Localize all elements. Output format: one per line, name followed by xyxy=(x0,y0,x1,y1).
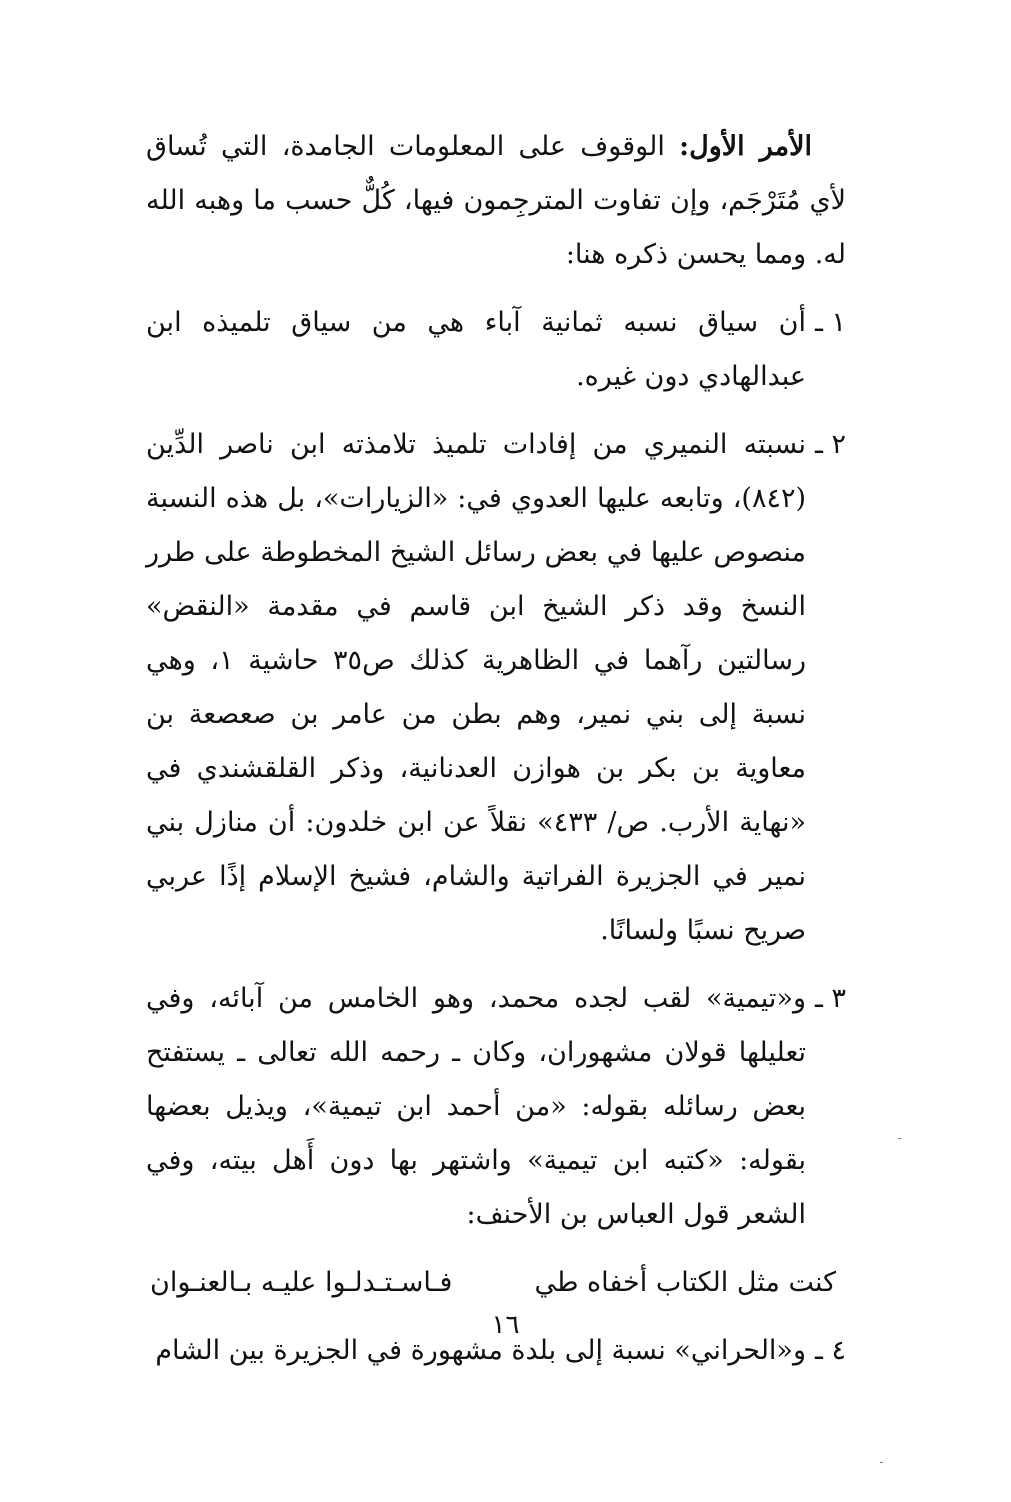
item-number: ٣ ـ xyxy=(814,983,846,1014)
item-text: أن سياق نسبه ثمانية آباء هي من سياق تلميذه ابن عبدالهادي دون غيره. xyxy=(146,307,806,392)
intro-label: الأمر الأول: xyxy=(679,131,812,162)
list-item-2 xyxy=(146,418,846,958)
scan-speck xyxy=(898,1138,901,1139)
page-number: ١٦ xyxy=(491,1310,520,1340)
item-text: و«تيمية» لقب لجده محمد، وهو الخامس من آبائه، وفي تعليلها قولان مشهوران، وكان ـ رحمه الله تعالى ـ يستفتح بعض رسائله بقوله: «من أحمد ابن تيمية»، ويذيل بعضها بقوله: «كتبه ابن تيمية» واشتهر بها دون أَهل بيته، وفي الشعر قول العباس بن الأحنف: xyxy=(146,983,806,1230)
item-text: نسبته النميري من إفادات تلميذ تلامذته ابن ناصر الدِّين (٨٤٢)، وتابعه عليها العدوي في: «الزيارات»، بل هذه النسبة منصوص عليها في بعض رسائل الشيخ المخطوطة على طرر النسخ وقد ذكر الشيخ ابن قاسم في مقدمة «النقض» رسالتين رآهما في الظاهرية كذلك ص٣٥ حاشية ١، وهي نسبة إلى بني نمير، وهم بطن من عامر بن صعصعة بن معاوية بن بكر بن هوازن العدنانية، وذكر القلقشندي في «نهاية الأرب. ص/ ٤٣٣» نقلاً عن ابن خلدون: أن منازل بني نمير في الجزيرة الفراتية والشام، فشيخ الإسلام إذًا عربي صريح نسبًا ولسانًا. xyxy=(146,429,807,946)
list-item-1 xyxy=(146,296,846,404)
scan-speck xyxy=(880,1462,883,1463)
item-number: ٤ ـ xyxy=(814,1335,846,1366)
verse-first-hemistich: كنت مثل الكتاب أخفاه طي xyxy=(534,1267,836,1298)
poetry-verse xyxy=(146,1256,846,1310)
list-item-3 xyxy=(146,972,846,1242)
page-body xyxy=(146,120,846,1392)
verse-second-hemistich: فـاسـتـدلـوا عليـه بـالعنـوان xyxy=(150,1267,453,1298)
item-number: ١ ـ xyxy=(814,307,846,338)
intro-text: الوقوف على المعلومات الجامدة، التي تُساق لأي مُتَرْجَم، وإن تفاوت المترجِمون فيها، كُلٌّ حسب ما وهبه الله له. ومما يحسن ذكره هنا: xyxy=(146,131,846,270)
item-number: ٢ ـ xyxy=(814,429,846,460)
intro-paragraph xyxy=(146,120,846,282)
item-text: و«الحراني» نسبة إلى بلدة مشهورة في الجزيرة بين الشام xyxy=(155,1335,806,1366)
